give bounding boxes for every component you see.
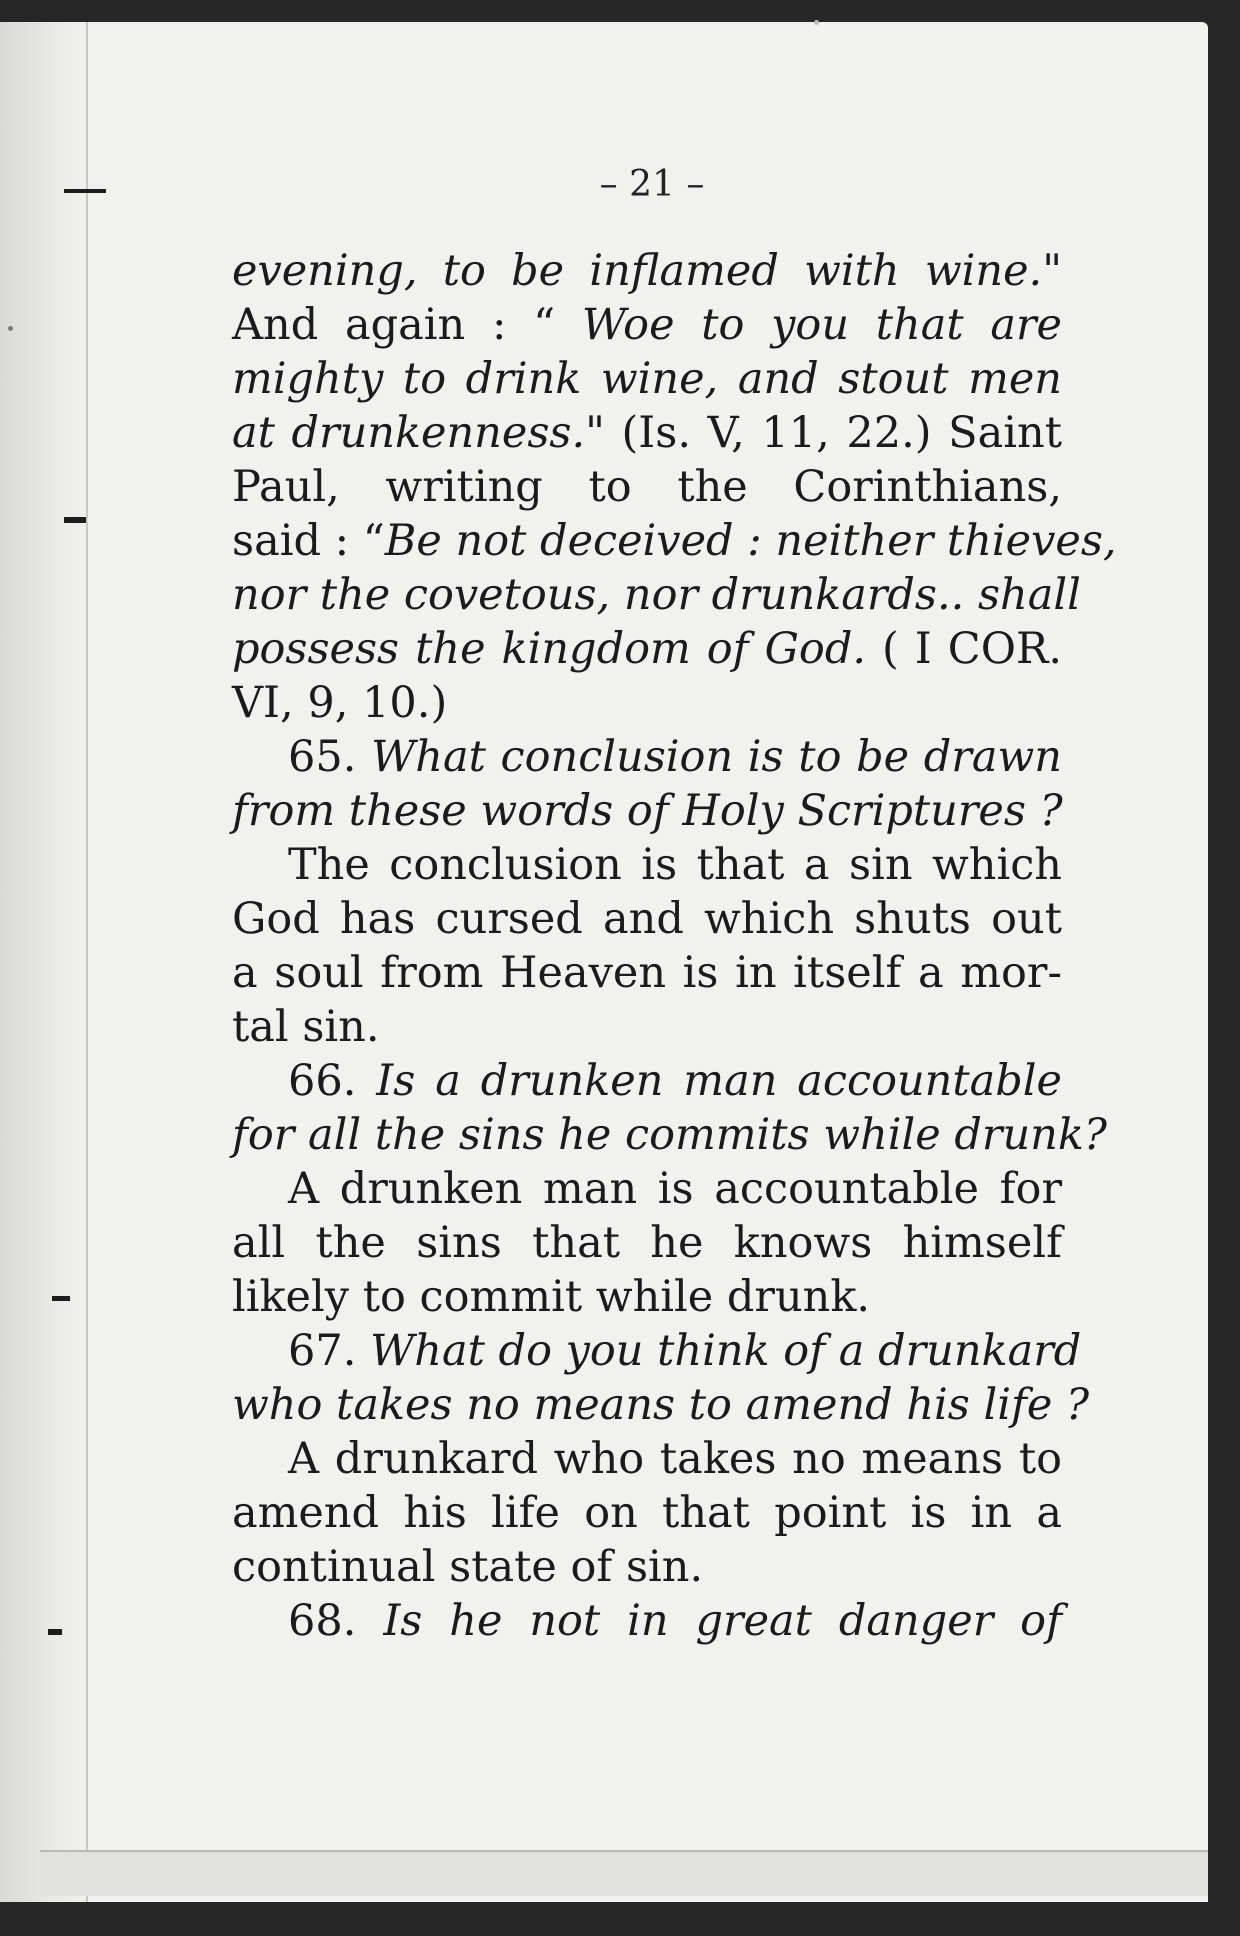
- text-line: [232, 568, 1081, 622]
- text-line: [232, 1108, 1107, 1162]
- margin-mark: [64, 189, 106, 193]
- margin-mark: [52, 1296, 70, 1301]
- text-line: [232, 676, 1062, 730]
- roman-text: A drunken man is accountable for: [288, 1164, 1062, 1214]
- text-line: [232, 1054, 1062, 1108]
- text-line: [232, 1378, 1090, 1432]
- text-line: [232, 946, 1062, 1000]
- roman-text: tal sin.: [232, 1002, 380, 1052]
- text-line: [232, 406, 1062, 460]
- scan-speck: [814, 20, 819, 25]
- body-text: [232, 244, 1117, 1648]
- italic-text: evening, to be inflamed with wine.": [232, 246, 1062, 296]
- italic-text: who takes no means to amend his life ?: [232, 1380, 1090, 1430]
- text-line: [232, 1486, 1062, 1540]
- text-line: [232, 892, 1062, 946]
- roman-text: said : “: [232, 516, 385, 566]
- italic-text: for all the sins he commits while drunk?: [232, 1110, 1107, 1160]
- roman-text: a soul from Heaven is in itself a mor-: [232, 948, 1062, 998]
- roman-text: ( I COR.: [866, 624, 1062, 674]
- roman-text: The conclusion is that a sin which: [288, 840, 1062, 890]
- page-gutter: [0, 22, 88, 1902]
- italic-text: at drunkenness.": [232, 408, 605, 458]
- text-line: [232, 1000, 1062, 1054]
- page-number: – 21 –: [599, 164, 705, 205]
- text-block: [232, 150, 1117, 1648]
- italic-text: What do you think of a drunkard: [370, 1326, 1082, 1376]
- italic-text: possess the kingdom of God.: [232, 624, 867, 674]
- roman-text: 68.: [288, 1596, 384, 1646]
- gutter-fold-line: [86, 22, 88, 1902]
- roman-text: A drunkard who takes no means to: [288, 1434, 1062, 1484]
- roman-text: 65.: [288, 732, 372, 782]
- roman-text: all the sins that he knows himself: [232, 1218, 1062, 1268]
- text-line: [232, 1270, 1062, 1324]
- text-line: [232, 460, 1062, 514]
- scan-speck: [8, 326, 13, 331]
- roman-text: God has cursed and which shuts out: [232, 894, 1062, 944]
- text-line: [232, 1216, 1062, 1270]
- italic-text: Is he not in great danger of: [383, 1596, 1062, 1646]
- roman-text: 67.: [288, 1326, 371, 1376]
- text-line: [232, 622, 1062, 676]
- roman-text: And again : “: [232, 300, 582, 350]
- text-line: [232, 1324, 1082, 1378]
- italic-text: Woe to you that are: [581, 300, 1062, 350]
- roman-text: 66.: [288, 1056, 377, 1106]
- roman-text: VI, 9, 10.): [232, 678, 448, 728]
- roman-text: likely to commit while drunk.: [232, 1272, 871, 1322]
- text-line: [232, 244, 1062, 298]
- text-line: [232, 730, 1062, 784]
- text-line: [232, 838, 1062, 892]
- text-line: [232, 1432, 1062, 1486]
- page-bottom-edge: [40, 1850, 1208, 1896]
- text-line: [232, 1594, 1062, 1648]
- text-line: [232, 1162, 1062, 1216]
- italic-text: nor the covetous, nor drunkards.. shall: [232, 570, 1081, 620]
- roman-text: continual state of sin.: [232, 1542, 704, 1592]
- italic-text: What conclusion is to be drawn: [371, 732, 1062, 782]
- margin-mark: [64, 517, 86, 523]
- roman-text: (Is. V, 11, 22.) Saint: [604, 408, 1062, 458]
- text-line: [232, 298, 1062, 352]
- text-line: [232, 784, 1062, 838]
- text-line: [232, 1540, 1062, 1594]
- roman-text: amend his life on that point is in a: [232, 1488, 1062, 1538]
- italic-text: from these words of Holy Scriptures ?: [232, 786, 1063, 836]
- text-line: [232, 352, 1062, 406]
- italic-text: Is a drunken man accountable: [376, 1056, 1062, 1106]
- margin-mark: [48, 1629, 62, 1635]
- italic-text: Be not deceived : neither thieves,: [384, 516, 1117, 566]
- roman-text: Paul, writing to the Corinthians,: [232, 462, 1062, 512]
- italic-text: mighty to drink wine, and stout men: [232, 354, 1062, 404]
- text-line: [232, 514, 1117, 568]
